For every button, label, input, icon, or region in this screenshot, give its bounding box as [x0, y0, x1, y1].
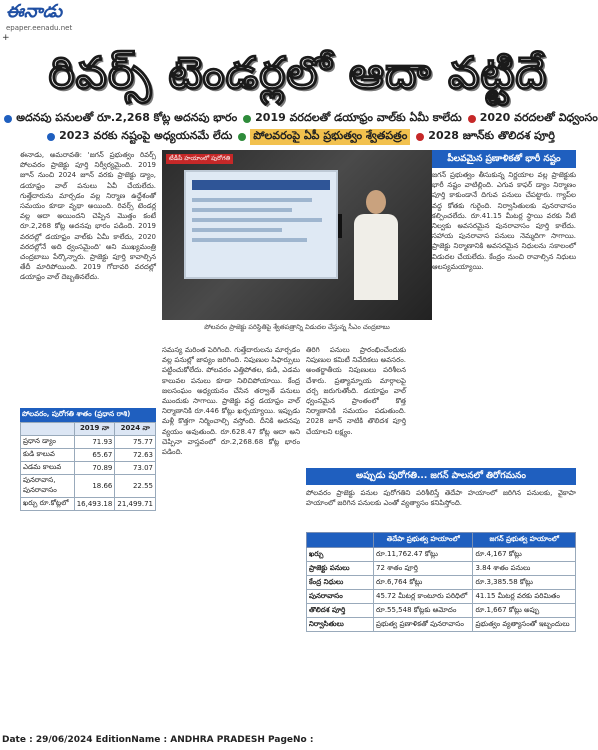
table-header-row — [307, 533, 576, 548]
subhead-item: 2020 వరదలతో విధ్వంసం — [479, 111, 598, 124]
table-cell: 18.66 — [74, 475, 115, 498]
table-row — [307, 618, 576, 632]
table-cell: పునరావాస, పునరావాసం — [21, 475, 75, 498]
bullet-icon — [416, 133, 424, 141]
table-cell: రూ.55,548 కోట్లకు ఆమోదం — [374, 604, 473, 618]
table-cell: రూ.1,667 కోట్లు అప్పు — [473, 604, 576, 618]
subheadline-row-2 — [20, 128, 576, 146]
comparison-title: అప్పుడు పురోగతి... జగన్ పాలనలో తిరోగమనం — [306, 468, 576, 485]
table-row — [307, 548, 576, 562]
table-header: 2019 నా — [74, 423, 115, 436]
column-2-text: సమస్య మరింత పెరిగింది. గుత్తేదారులను మార్చడం వల్ల పనుల్లో జాప్యం జరిగింది. నిపుణుల సిఫార్సులు పట్టించుకోలేదు. పోలవరం ఎత్తిపోతల, కుడి, ఎడమ కాలువల పనులు కూడా నిలిచిపోయాయి. కేంద్ర జలసంఘం అధ్యయనం చేసిన తర్వాతే పనులు ముందుకు సాగాయి. ప్రాజెక్టు వద్ద డయాఫ్రం వాల్ నిర్మాణానికి రూ.446 కోట్లు ఖర్చయ్యాయి. ఇప్పుడు మళ్లీ కొత్తగా నిర్మించాల్సి వస్తోంది. దీనికి అదనపు వ్యయం అవుతుంది. రూ.628.47 కోట్ల ఆదా అని చెప్పినా వాస్తవంలో రూ.2,268.68 కోట్ల భారం పడింది. — [162, 346, 300, 457]
subhead-item: పోలవరంపై ఏపీ ప్రభుత్వం శ్వేతపత్రం — [250, 129, 410, 145]
bullet-icon — [238, 133, 246, 141]
table-cell: 73.07 — [115, 462, 156, 475]
progress-table-caption: పోలవరం, పురోగతి శాతం (ప్రధాన రాశి) — [20, 408, 156, 422]
table-cell: నిర్వాసితులు — [307, 618, 374, 632]
photo-caption: పోలవరం ప్రాజెక్టు పరిస్థితిపై శ్వేతపత్రాన్ని విడుదల చేస్తున్న సీఎం చంద్రబాబు — [204, 323, 390, 331]
table-cell: రూ.6,764 కోట్లు — [374, 576, 473, 590]
table-cell: కేంద్ర నిధులు — [307, 576, 374, 590]
table-cell: 72.63 — [115, 449, 156, 462]
speaker-body — [354, 214, 398, 300]
subhead-item: 2019 వరదలతో డయాఫ్రం వాల్‌కు ఏమీ కాలేదు — [255, 111, 462, 124]
article-body — [20, 150, 576, 720]
table-cell: ఖర్చు — [307, 548, 374, 562]
table-cell: 70.89 — [74, 462, 115, 475]
screen-line — [192, 238, 307, 242]
table-cell: 65.67 — [74, 449, 115, 462]
top-bar — [0, 0, 596, 43]
table-cell: రూ.3,385.58 కోట్లు — [473, 576, 576, 590]
table-row — [21, 449, 156, 462]
table-cell: 41.15 మీటర్ల వరకు పరిమితం — [473, 590, 576, 604]
speaker-head — [366, 190, 386, 214]
bullet-icon — [4, 115, 12, 123]
screen-line — [192, 218, 322, 222]
table-header — [21, 423, 75, 436]
subhead-item: అదనపు పనులతో రూ.2,268 కోట్ల అదనపు భారం — [16, 111, 238, 124]
article-photo — [162, 150, 432, 320]
table-cell: రూ.4,167 కోట్లు — [473, 548, 576, 562]
column-1-text: ఈనాడు, అమరావతి: 'జగన్ ప్రభుత్వం రివర్స్ పోలవరం ప్రాజెక్టు పూర్తి నిర్వీర్యమైంది. 2019 జూన్ నుంచి 2024 జూన్ వరకు ప్రాజెక్టు డ్యాం, డయాఫ్రం వాల్ పనులు ఏవీ చేయలేదు. గుత్తేదారును మార్చడం వల్ల నిర్మాణ ఉద్దేశంతో సమయం కూడా వృథా అయింది. రివర్స్ టెండర్ల వల్ల ఆదా అయిందని చెప్పిన మొత్తం కంటే రూ.2,268 కోట్ల అదనపు భారం పడింది. 2019 వరదల్లో డయాఫ్రం వాల్‌కు ఏమీ కాలేదు, 2020 వరదల్లోనే అది ధ్వంసమైంది' అని ముఖ్యమంత్రి చంద్రబాబు పేర్కొన్నారు. ప్రాజెక్టు పూర్తి కావాల్సిన తేదీ మారిపోయింది. 2019 గోదావరి వరదల్లో డయాఫ్రం వాల్ దెబ్బతినలేదు. — [20, 151, 156, 282]
table-row — [21, 462, 156, 475]
table-cell: ఎడమ కాలువ — [21, 462, 75, 475]
table-cell: ప్రభుత్వ ప్రణాళికతో పునరావాసం — [374, 618, 473, 632]
table-cell: ఖర్చు రూ.కోట్లలో — [21, 498, 75, 511]
table-row — [21, 475, 156, 498]
table-header: జగన్ ప్రభుత్వ హయాంలో — [473, 533, 576, 548]
table-row — [307, 562, 576, 576]
table-cell: కుడి కాలువ — [21, 449, 75, 462]
table-row — [307, 576, 576, 590]
progress-table — [20, 408, 156, 511]
table-cell: 75.77 — [115, 436, 156, 449]
eenadu-logo[interactable]: ఈనాడు — [6, 1, 63, 22]
table-cell: 3.84 శాతం పనులు — [473, 562, 576, 576]
table-cell: 21,499.71 — [115, 498, 156, 511]
logo-url: epaper.eenadu.net — [6, 24, 73, 32]
table-cell: ప్రభుత్వం వ్యత్యాసంతో ఇబ్బందులు — [473, 618, 576, 632]
table-cell: ప్రాజెక్టు పనులు — [307, 562, 374, 576]
edition-footer: Date : 29/06/2024 EditionName : ANDHRA PRADESH PageNo : — [2, 735, 314, 745]
sidebox-title: పీలవమైన ప్రణాళికతో భారీ నష్టం — [432, 150, 576, 168]
screen-title-bar — [192, 180, 330, 190]
table-cell: రూ.11,762.47 కోట్లు — [374, 548, 473, 562]
comparison-table — [306, 532, 576, 632]
table-row — [307, 590, 576, 604]
subheadline-row-1 — [16, 110, 598, 128]
table-cell: 22.55 — [115, 475, 156, 498]
column-3 — [306, 345, 406, 465]
table-cell: 16,493.18 — [74, 498, 115, 511]
microphone-icon — [338, 214, 342, 238]
sidebox-text: జగన్ ప్రభుత్వం తీసుకున్న నిర్ణయాల వల్ల ప్రాజెక్టుకు భారీ నష్టం వాటిల్లింది. ఎగువ కాఫర్ డ్యాం నిర్మాణం పూర్తి కాకుండానే దిగువ పనులు చేపట్టారు. గ్యాప్‌ల వద్ద కోతకు గురైంది. నిర్వాసితులకు పునరావాసం కల్పించలేదు. రూ.41.15 మీటర్ల స్థాయి వరకు నీటి నిల్వకు అవసరమైన పునరావాసం పూర్తి కాలేదు. సహాయ పునరావాస పనులు నెమ్మదిగా సాగాయి. ప్రాజెక్టు నిర్మాణానికి అవసరమైన నిధులను సకాలంలో విడుదల చేయలేదు. కేంద్రం నుంచి రావాల్సిన నిధులు ఆలస్యమయ్యాయి. — [432, 171, 576, 271]
table-row — [307, 604, 576, 618]
screen-line — [192, 198, 312, 202]
table-header — [307, 533, 374, 548]
photo-tag: టీడీపీ హయాంలో పురోగతి — [166, 154, 233, 164]
bullet-icon — [468, 115, 476, 123]
table-cell: 45.72 మీటర్ల కాంటూరు పరిధిలో — [374, 590, 473, 604]
table-header-row — [21, 423, 156, 436]
table-row — [21, 498, 156, 511]
column-3-text: తిరిగి పనులు ప్రారంభించేందుకు నిపుణుల కమిటీ నివేదికలు అవసరం. అంతర్జాతీయ నిపుణులు పరిశీలన చేశారు. ప్రత్యామ్నాయ మార్గాలపై చర్చ జరుగుతోంది. డయాఫ్రం వాల్ ధ్వంసమైన ప్రాంతంలో కొత్త నిర్మాణానికి సమయం పడుతుంది. 2028 జూన్ నాటికి తొలిదశ పూర్తి చేయాలని లక్ష్యం. — [306, 346, 406, 436]
table-cell: తొలిదశ పూర్తి — [307, 604, 374, 618]
plus-icon[interactable]: + — [2, 33, 10, 43]
screen-line — [192, 208, 292, 212]
headline: రివర్స్ టెండర్లలో ఆదా వట్టిదే — [48, 48, 548, 99]
presentation-screen — [184, 170, 338, 279]
table-cell: 72 శాతం పూర్తి — [374, 562, 473, 576]
table-row — [21, 436, 156, 449]
bullet-icon — [243, 115, 251, 123]
table-cell: ప్రధాన డ్యాం — [21, 436, 75, 449]
table-header: తెదేపా ప్రభుత్వ హయాంలో — [374, 533, 473, 548]
speaker-figure — [352, 190, 400, 300]
screen-line — [192, 228, 282, 232]
subhead-item: 2023 వరకు నష్టంపై అధ్యయనమే లేదు — [59, 129, 233, 142]
comparison-intro: పోలవరం ప్రాజెక్టు పనుల పురోగతిని పరిశీలిస్తే తెదేపా హయాంలో జరిగిన పనులకు, వైకాపా హయాంలో జరిగిన పనులకు ఎంతో వ్యత్యాసం కనిపిస్తోంది. — [306, 489, 576, 507]
subhead-item: 2028 జూన్‌కు తొలిదశ పూర్తి — [428, 129, 555, 142]
table-cell: పునరావాసం — [307, 590, 374, 604]
column-2 — [162, 345, 300, 720]
table-header: 2024 నా — [115, 423, 156, 436]
table-cell: 71.93 — [74, 436, 115, 449]
bullet-icon — [47, 133, 55, 141]
